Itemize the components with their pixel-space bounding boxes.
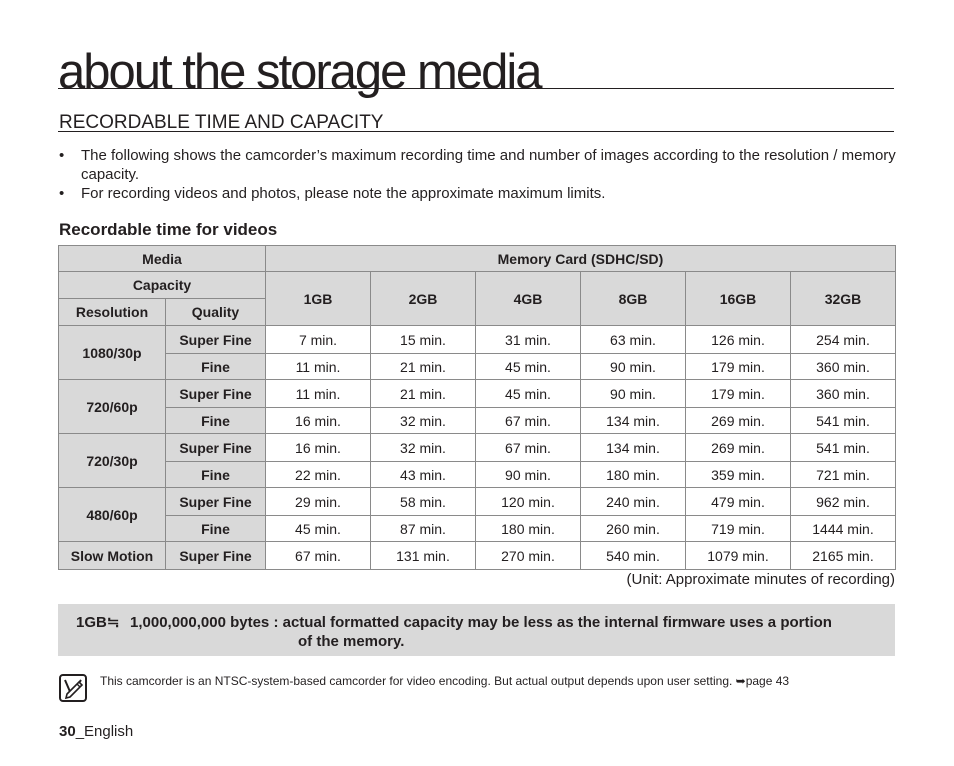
bullet-item: • For recording videos and photos, please note the approximate maximum limits.: [59, 184, 899, 203]
resolution-cell: 1080/30p: [59, 326, 166, 380]
resolution-cell: Slow Motion: [59, 542, 166, 570]
capacity-note-line1: 1,000,000,000 bytes : actual formatted capacity may be less as the internal firmware uses a portion: [130, 614, 832, 631]
capacity-column-header: 4GB: [476, 272, 581, 326]
time-value-cell: 67 min.: [476, 408, 581, 434]
time-value-cell: 131 min.: [371, 542, 476, 570]
time-value-cell: 67 min.: [476, 434, 581, 462]
time-value-cell: 270 min.: [476, 542, 581, 570]
time-value-cell: 126 min.: [686, 326, 791, 354]
time-value-cell: 179 min.: [686, 354, 791, 380]
time-value-cell: 16 min.: [266, 434, 371, 462]
bullet-item: • The following shows the camcorder’s maximum recording time and number of images according to the resolution / memory capacity.: [59, 146, 899, 184]
time-value-cell: 541 min.: [791, 408, 896, 434]
time-value-cell: 43 min.: [371, 462, 476, 488]
capacity-note-line2: of the memory.: [298, 633, 405, 650]
time-value-cell: 2165 min.: [791, 542, 896, 570]
capacity-note-text: [130, 613, 890, 651]
section-rule: [58, 131, 894, 132]
table-row: [59, 326, 896, 354]
time-value-cell: 360 min.: [791, 380, 896, 408]
time-value-cell: 359 min.: [686, 462, 791, 488]
note-text: This camcorder is an NTSC-system-based camcorder for video encoding. But actual output depends upon user setting. ➥page 43: [100, 674, 790, 688]
time-value-cell: 32 min.: [371, 434, 476, 462]
time-value-cell: 120 min.: [476, 488, 581, 516]
time-value-cell: 90 min.: [581, 354, 686, 380]
page-footer: [59, 723, 133, 741]
quality-cell: Fine: [166, 354, 266, 380]
quality-cell: Super Fine: [166, 380, 266, 408]
quality-cell: Super Fine: [166, 542, 266, 570]
time-value-cell: 179 min.: [686, 380, 791, 408]
time-value-cell: 87 min.: [371, 516, 476, 542]
table-header-row: [59, 272, 896, 299]
table-row: [59, 434, 896, 462]
time-value-cell: 134 min.: [581, 408, 686, 434]
time-value-cell: 45 min.: [476, 354, 581, 380]
capacity-note-label: 1GB≒: [76, 614, 120, 631]
time-value-cell: 21 min.: [371, 380, 476, 408]
time-value-cell: 90 min.: [581, 380, 686, 408]
table-row: [59, 516, 896, 542]
time-value-cell: 31 min.: [476, 326, 581, 354]
quality-cell: Super Fine: [166, 434, 266, 462]
time-value-cell: 1444 min.: [791, 516, 896, 542]
section-heading: RECORDABLE TIME AND CAPACITY: [59, 112, 384, 133]
time-value-cell: 7 min.: [266, 326, 371, 354]
capacity-column-header: 1GB: [266, 272, 371, 326]
note-pencil-icon: [59, 674, 87, 702]
time-value-cell: 15 min.: [371, 326, 476, 354]
media-header: Media: [59, 246, 266, 272]
time-value-cell: 11 min.: [266, 354, 371, 380]
time-value-cell: 540 min.: [581, 542, 686, 570]
capacity-header: Capacity: [59, 272, 266, 299]
time-value-cell: 721 min.: [791, 462, 896, 488]
time-value-cell: 21 min.: [371, 354, 476, 380]
quality-cell: Fine: [166, 408, 266, 434]
time-value-cell: 32 min.: [371, 408, 476, 434]
table-row: [59, 542, 896, 570]
resolution-header: Resolution: [59, 299, 166, 326]
resolution-cell: 720/30p: [59, 434, 166, 488]
time-value-cell: 134 min.: [581, 434, 686, 462]
time-value-cell: 719 min.: [686, 516, 791, 542]
time-value-cell: 269 min.: [686, 408, 791, 434]
quality-cell: Fine: [166, 462, 266, 488]
table-header-row: [59, 246, 896, 272]
table-row: [59, 354, 896, 380]
time-value-cell: 90 min.: [476, 462, 581, 488]
time-value-cell: 1079 min.: [686, 542, 791, 570]
recordable-time-table: [58, 245, 896, 570]
capacity-column-header: 8GB: [581, 272, 686, 326]
time-value-cell: 254 min.: [791, 326, 896, 354]
time-value-cell: 541 min.: [791, 434, 896, 462]
sub-heading: Recordable time for videos: [59, 220, 278, 239]
capacity-column-header: 2GB: [371, 272, 476, 326]
table-row: [59, 380, 896, 408]
time-value-cell: 360 min.: [791, 354, 896, 380]
table-row: [59, 462, 896, 488]
time-value-cell: 269 min.: [686, 434, 791, 462]
unit-note: (Unit: Approximate minutes of recording): [626, 571, 895, 588]
quality-cell: Super Fine: [166, 326, 266, 354]
time-value-cell: 479 min.: [686, 488, 791, 516]
time-value-cell: 180 min.: [581, 462, 686, 488]
time-value-cell: 29 min.: [266, 488, 371, 516]
time-value-cell: 180 min.: [476, 516, 581, 542]
title-rule: [58, 88, 894, 89]
time-value-cell: 58 min.: [371, 488, 476, 516]
quality-header: Quality: [166, 299, 266, 326]
time-value-cell: 63 min.: [581, 326, 686, 354]
footer-language: _English: [75, 723, 134, 740]
time-value-cell: 260 min.: [581, 516, 686, 542]
quality-cell: Super Fine: [166, 488, 266, 516]
table-row: [59, 488, 896, 516]
capacity-column-header: 16GB: [686, 272, 791, 326]
table-row: [59, 408, 896, 434]
page-title: about the storage media: [58, 45, 541, 99]
quality-cell: Fine: [166, 516, 266, 542]
resolution-cell: 480/60p: [59, 488, 166, 542]
bullet-list: [59, 146, 899, 203]
time-value-cell: 45 min.: [476, 380, 581, 408]
time-value-cell: 962 min.: [791, 488, 896, 516]
capacity-note-box: [58, 604, 895, 656]
time-value-cell: 16 min.: [266, 408, 371, 434]
capacity-column-header: 32GB: [791, 272, 896, 326]
time-value-cell: 22 min.: [266, 462, 371, 488]
memory-card-header: Memory Card (SDHC/SD): [266, 246, 896, 272]
time-value-cell: 240 min.: [581, 488, 686, 516]
page-number: 30: [59, 723, 76, 740]
time-value-cell: 67 min.: [266, 542, 371, 570]
resolution-cell: 720/60p: [59, 380, 166, 434]
time-value-cell: 11 min.: [266, 380, 371, 408]
time-value-cell: 45 min.: [266, 516, 371, 542]
